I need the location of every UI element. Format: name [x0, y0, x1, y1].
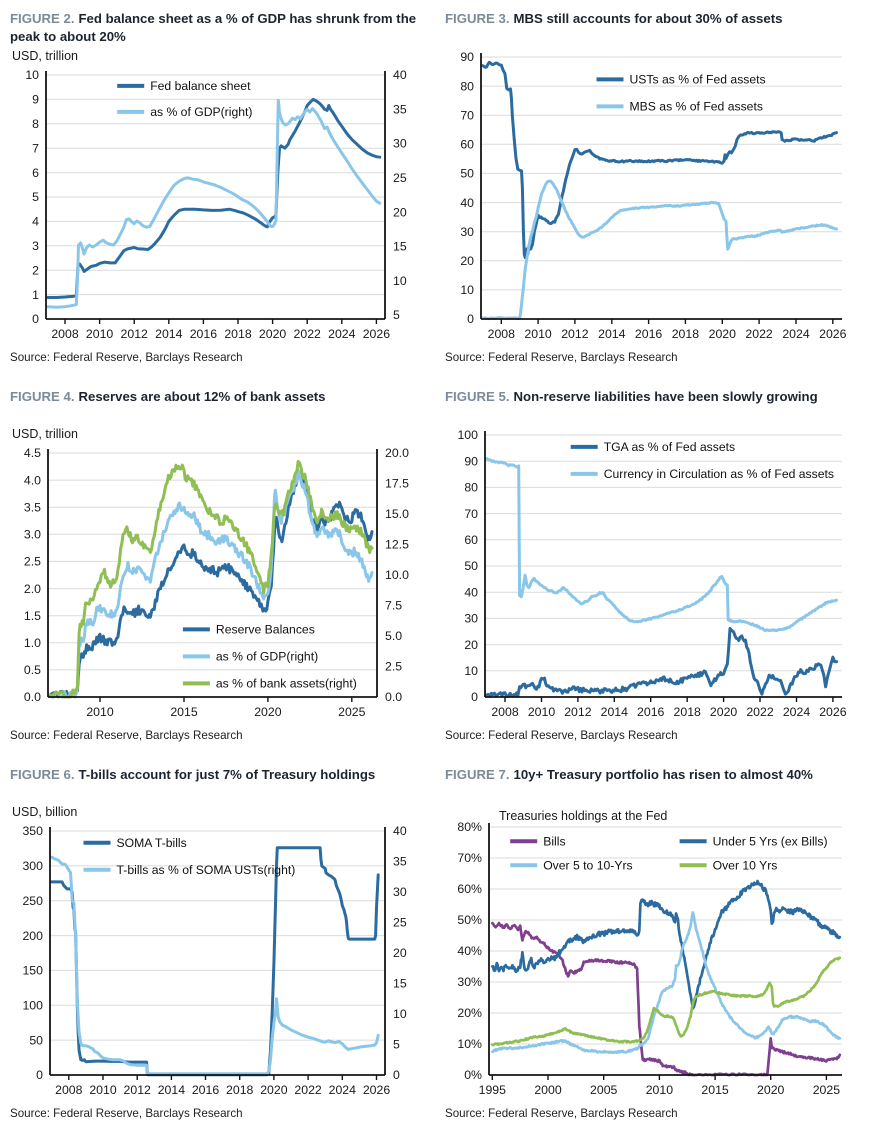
y-tick-label: 50: [464, 559, 478, 574]
legend-label: Currency in Circulation as % of Fed assets: [603, 467, 835, 482]
legend-label: T-bills as % of SOMA USTs(right): [116, 863, 296, 877]
figure-title: [445, 10, 856, 47]
y-tick-label: 7: [32, 141, 39, 156]
y-tick-label-right: 2.5: [385, 659, 403, 674]
legend-item: [183, 650, 318, 664]
y-tick-label: 80: [460, 79, 474, 94]
legend-label: SOMA T-bills: [116, 836, 187, 850]
line-chart-svg: [443, 49, 856, 345]
source-note: Source: Federal Reserve, Barclays Research: [445, 1107, 678, 1120]
x-tick-label: 2015: [170, 705, 198, 719]
y-tick-label: 60%: [457, 882, 482, 897]
y-tick-label: 0.0: [23, 690, 41, 705]
y-tick-label-right: 25: [393, 171, 407, 185]
figure-6-chart: [8, 823, 421, 1101]
y-tick-label-right: 10: [393, 1007, 407, 1022]
x-tick-label: 2010: [645, 1083, 674, 1097]
x-tick-label: 2016: [189, 327, 218, 341]
y-tick-label: 80: [464, 480, 478, 495]
y-tick-label: 0.5: [23, 663, 41, 678]
y-tick-label-right: 30: [393, 885, 407, 900]
y-tick-label: 300: [22, 859, 43, 874]
chart-inner-title: Treasuries holdings at the Fed: [499, 809, 668, 823]
y-tick-label: 200: [22, 928, 43, 943]
x-tick-label: 2020: [709, 705, 738, 719]
source-note: Source: Federal Reserve, Barclays Research: [10, 729, 243, 742]
x-tick-label: 2012: [123, 1083, 151, 1097]
axis-unit-label: USD, billion: [12, 805, 78, 819]
figure-4-chart: [8, 445, 421, 723]
y-tick-label-right: 0.0: [385, 690, 403, 705]
series-tga-as-of-fed-assets: [487, 629, 837, 697]
y-tick-label: 0: [471, 690, 478, 705]
figure-title-text: Reserves are about 12% of bank assets: [78, 389, 326, 404]
figure-title: [10, 10, 421, 47]
x-tick-label: 2000: [534, 1083, 562, 1097]
legend-label: Over 5 to 10-Yrs: [543, 858, 633, 873]
y-tick-label-right: 10.0: [385, 568, 409, 583]
x-tick-label: 2026: [362, 1083, 391, 1097]
x-tick-label: 2012: [564, 705, 592, 719]
y-tick-label-right: 30: [393, 136, 407, 151]
y-tick-label: 6: [32, 165, 39, 180]
y-tick-label-right: 5.0: [385, 629, 403, 644]
y-tick-label: 3: [32, 239, 39, 253]
legend-label: MBS as % of Fed assets: [629, 99, 763, 114]
line-chart-svg: [443, 805, 856, 1101]
x-tick-label: 2010: [89, 1083, 117, 1097]
series-as-of-gdp-right: [48, 100, 380, 307]
y-tick-label: 1.0: [23, 636, 41, 650]
legend-item: [571, 440, 735, 454]
x-tick-label: 2018: [224, 327, 252, 341]
legend-item: [183, 623, 315, 637]
x-tick-label: 2014: [155, 327, 183, 341]
figure-title: [10, 766, 421, 803]
x-tick-label: 2020: [757, 1083, 785, 1097]
x-tick-label: 2024: [782, 705, 811, 719]
figure-label: FIGURE 2.: [10, 11, 75, 26]
figure-2-panel: [0, 0, 435, 378]
y-tick-label: 40: [464, 585, 478, 600]
y-tick-label-right: 5: [393, 1037, 400, 1052]
figure-title-text: 10y+ Treasury portfolio has risen to almost 40%: [513, 767, 813, 782]
y-tick-label: 1.5: [23, 608, 41, 623]
figure-title: [445, 766, 856, 803]
y-tick-label-right: 0: [393, 1068, 400, 1083]
x-tick-label: 2010: [527, 705, 556, 719]
y-tick-label: 60: [460, 137, 474, 152]
x-tick-label: 2020: [260, 1083, 288, 1097]
y-tick-label-right: 35: [393, 102, 407, 117]
figure-5-chart: [443, 427, 856, 723]
figure-6-panel: [0, 756, 435, 1134]
x-tick-label: 2012: [120, 327, 148, 341]
y-tick-label: 0: [36, 1068, 43, 1083]
figure-title: [10, 388, 421, 425]
source-note: Source: Federal Reserve, Barclays Research: [10, 351, 243, 364]
y-tick-label: 30: [460, 224, 474, 239]
y-tick-label: 10: [460, 283, 474, 298]
y-tick-label-right: 20.0: [385, 446, 409, 461]
legend-item: [510, 835, 565, 849]
y-tick-label-right: 5: [393, 308, 400, 323]
legend-item: [680, 835, 828, 849]
x-tick-label: 2014: [600, 705, 628, 719]
source-note: Source: Federal Reserve, Barclays Research: [10, 1107, 243, 1120]
y-tick-label: 250: [22, 893, 43, 908]
y-tick-label: 20: [460, 254, 474, 268]
y-tick-label: 20%: [457, 1006, 482, 1021]
y-tick-label: 30: [464, 611, 478, 626]
x-tick-label: 2022: [745, 327, 773, 341]
y-tick-label: 60: [464, 533, 478, 547]
x-tick-label: 2020: [708, 327, 736, 341]
series-usts-as-of-fed-assets: [483, 62, 837, 257]
figure-7-chart: [443, 805, 856, 1101]
x-tick-label: 2005: [590, 1083, 618, 1097]
x-tick-label: 2008: [487, 327, 515, 341]
y-tick-label: 100: [457, 428, 478, 443]
y-tick-label: 2.0: [23, 581, 41, 596]
y-tick-label: 90: [464, 454, 478, 469]
x-tick-label: 2026: [362, 327, 391, 341]
x-tick-label: 2020: [254, 705, 282, 719]
legend-label: Over 10 Yrs: [712, 858, 778, 873]
figure-title-text: Non-reserve liabilities have been slowly growing: [513, 389, 818, 404]
x-tick-label: 2020: [258, 327, 287, 341]
y-tick-label: 350: [22, 824, 43, 839]
x-tick-label: 2022: [746, 705, 774, 719]
x-tick-label: 2012: [561, 327, 589, 341]
figure-5-panel: [435, 378, 870, 756]
x-tick-label: 2010: [85, 327, 114, 341]
line-chart-svg: [443, 427, 856, 723]
figure-title-text: T-bills account for just 7% of Treasury holdings: [78, 767, 376, 782]
y-tick-label: 0%: [464, 1068, 482, 1083]
series-t-bills-as-of-soma-usts-right: [52, 857, 379, 1074]
legend-label: USTs as % of Fed assets: [629, 72, 766, 87]
legend-label: as % of GDP(right): [150, 105, 253, 120]
x-tick-label: 2024: [328, 327, 356, 341]
figure-label: FIGURE 7.: [445, 767, 510, 782]
y-tick-label: 0: [32, 312, 39, 327]
legend-item: [571, 467, 834, 481]
x-tick-label: 2014: [157, 1083, 186, 1097]
y-tick-label: 0: [467, 312, 474, 327]
legend-item: [680, 859, 778, 873]
legend-item: [117, 105, 252, 119]
legend-label: as % of bank assets(right): [215, 676, 357, 691]
y-tick-label-right: 15.0: [385, 507, 409, 522]
legend-label: Under 5 Yrs (ex Bills): [712, 834, 828, 849]
y-tick-label-right: 35: [393, 854, 407, 869]
y-tick-label: 4.5: [23, 446, 41, 461]
series-fed-balance-sheet: [48, 99, 380, 297]
x-tick-label: 2018: [671, 327, 700, 341]
y-tick-label: 2: [32, 263, 39, 278]
y-tick-label: 9: [32, 92, 39, 107]
figure-title-text: MBS still accounts for about 30% of assets: [513, 11, 783, 26]
x-tick-label: 2018: [673, 705, 701, 719]
series-over-5-to-10-yrs: [492, 912, 840, 1052]
x-tick-label: 2014: [598, 327, 626, 341]
y-tick-label: 80%: [457, 820, 482, 835]
legend-item: [183, 677, 357, 691]
figure-3-chart: [443, 49, 856, 345]
legend-label: as % of GDP(right): [215, 649, 319, 664]
y-tick-label-right: 20: [393, 205, 407, 220]
figure-label: FIGURE 4.: [10, 389, 75, 404]
y-tick-label: 20: [464, 637, 478, 652]
y-tick-label: 40: [460, 195, 474, 210]
y-tick-label: 3.0: [23, 527, 41, 542]
y-tick-label: 10: [464, 664, 478, 678]
figure-label: FIGURE 3.: [445, 11, 510, 26]
legend-label: Reserve Balances: [215, 622, 315, 637]
y-tick-label-right: 10: [393, 273, 407, 288]
series-over-10-yrs: [492, 958, 840, 1045]
y-tick-label: 5: [32, 190, 39, 205]
x-tick-label: 2016: [634, 327, 663, 341]
figure-7-panel: [435, 756, 870, 1134]
x-tick-label: 1995: [478, 1083, 506, 1097]
legend-item: [597, 100, 763, 114]
x-tick-label: 2008: [491, 705, 519, 719]
y-tick-label: 3.5: [23, 500, 41, 515]
axis-unit-label: USD, trillion: [12, 427, 78, 441]
series-mbs-as-of-fed-assets: [483, 181, 837, 319]
y-tick-label: 30%: [457, 975, 482, 990]
x-tick-label: 2022: [294, 1083, 322, 1097]
x-tick-label: 2025: [812, 1083, 841, 1097]
y-tick-label: 70%: [457, 851, 482, 866]
y-tick-label: 4: [32, 214, 39, 229]
series-currency-in-circulation-as-of-fed-assets: [487, 459, 837, 631]
source-note: Source: Federal Reserve, Barclays Research: [445, 729, 678, 742]
y-tick-label: 10%: [457, 1037, 482, 1052]
y-tick-label-right: 12.5: [385, 537, 409, 552]
y-tick-label: 4.0: [23, 473, 41, 488]
y-tick-label-right: 40: [393, 68, 407, 83]
y-tick-label: 50: [460, 166, 474, 181]
legend-item: [84, 863, 296, 877]
y-tick-label-right: 40: [393, 824, 407, 839]
y-tick-label: 50: [29, 1033, 43, 1048]
y-tick-label: 70: [460, 108, 474, 123]
y-tick-label: 90: [460, 50, 474, 65]
y-tick-label-right: 25: [393, 915, 407, 930]
figure-4-panel: [0, 378, 435, 756]
y-tick-label: 70: [464, 506, 478, 521]
x-tick-label: 2008: [51, 327, 79, 341]
series-bills: [492, 923, 840, 1075]
figure-label: FIGURE 5.: [445, 389, 510, 404]
legend-item: [597, 73, 766, 87]
line-chart-svg: [8, 445, 421, 723]
legend-label: Fed balance sheet: [150, 79, 251, 94]
y-tick-label-right: 17.5: [385, 476, 409, 491]
figure-3-panel: [435, 0, 870, 378]
x-tick-label: 2010: [86, 705, 114, 719]
y-tick-label: 100: [22, 998, 43, 1013]
y-tick-label: 40%: [457, 944, 482, 959]
y-tick-label: 10: [25, 68, 39, 83]
x-tick-label: 2022: [293, 327, 321, 341]
y-tick-label-right: 7.5: [385, 598, 403, 613]
x-tick-label: 2026: [819, 327, 847, 341]
x-tick-label: 2018: [226, 1083, 254, 1097]
figure-2-chart: [8, 67, 421, 345]
y-tick-label: 1: [32, 287, 39, 302]
x-tick-label: 2016: [637, 705, 665, 719]
y-tick-label-right: 20: [393, 946, 407, 961]
line-chart-svg: [8, 823, 421, 1101]
figure-title: [445, 388, 856, 425]
x-tick-label: 2010: [524, 327, 552, 341]
figure-title-text: Fed balance sheet as a % of GDP has shrunk from the peak to about 20%: [10, 11, 417, 45]
legend-label: TGA as % of Fed assets: [603, 440, 736, 455]
y-tick-label: 150: [22, 963, 43, 978]
legend-item: [117, 79, 251, 93]
y-tick-label-right: 15: [393, 239, 407, 254]
y-tick-label: 50%: [457, 913, 482, 928]
line-chart-svg: [8, 67, 421, 345]
legend-item: [84, 836, 187, 850]
x-tick-label: 2025: [338, 705, 366, 719]
x-tick-label: 2015: [701, 1083, 729, 1097]
legend-label: Bills: [543, 834, 566, 849]
x-tick-label: 2008: [55, 1083, 83, 1097]
x-tick-label: 2024: [782, 327, 810, 341]
figure-label: FIGURE 6.: [10, 767, 75, 782]
x-tick-label: 2024: [328, 1083, 356, 1097]
axis-unit-label: USD, trillion: [12, 49, 78, 63]
y-tick-label: 2.5: [23, 554, 41, 569]
x-tick-label: 2016: [191, 1083, 220, 1097]
series-as-of-bank-assets-right: [50, 461, 372, 697]
y-tick-label-right: 15: [393, 976, 407, 991]
legend-item: [510, 859, 632, 873]
source-note: Source: Federal Reserve, Barclays Research: [445, 351, 678, 364]
x-tick-label: 2026: [819, 705, 847, 719]
y-tick-label: 8: [32, 117, 39, 131]
